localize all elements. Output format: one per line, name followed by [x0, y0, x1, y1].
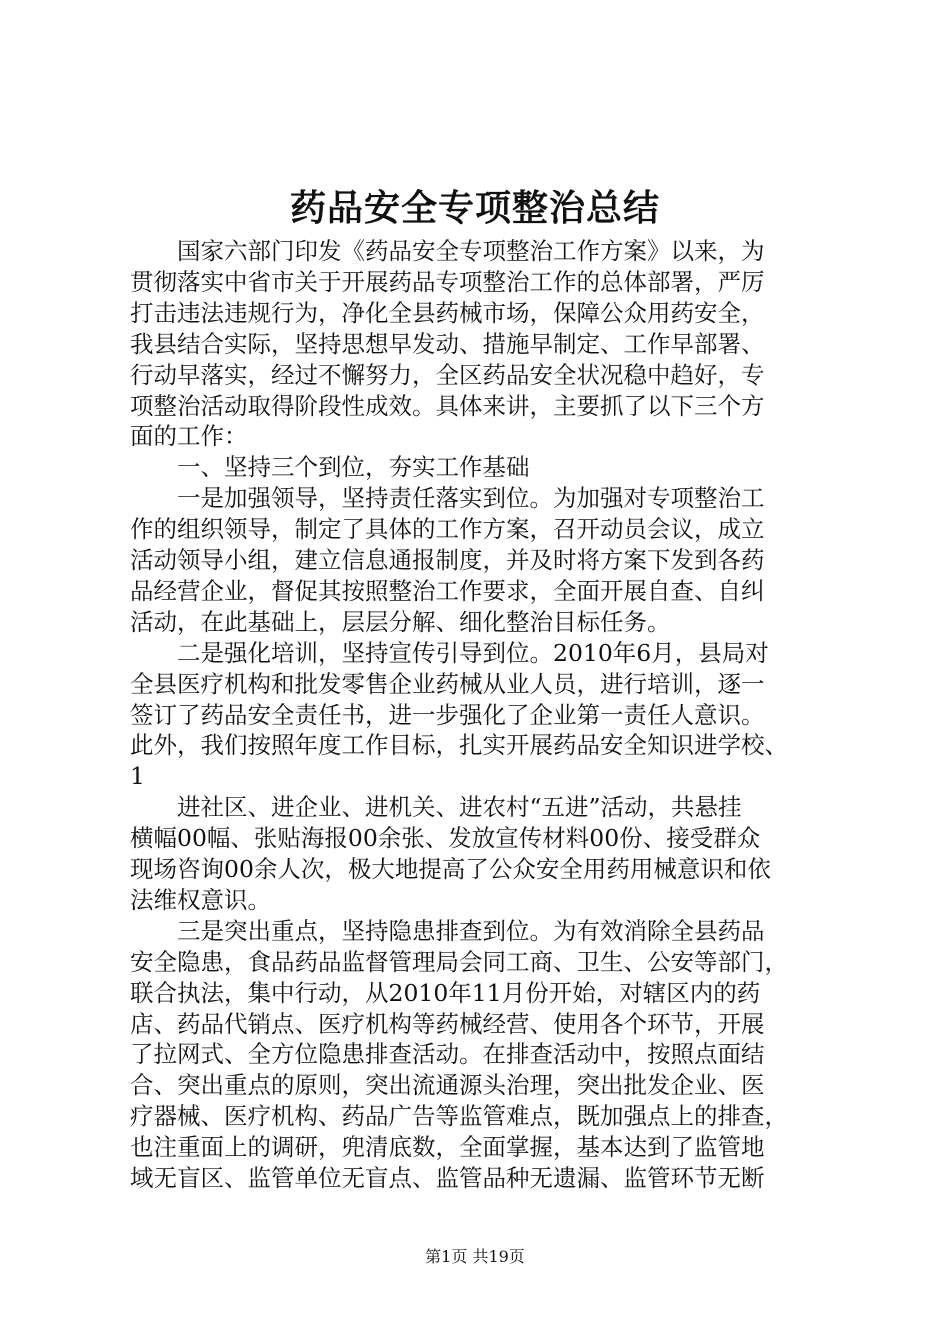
body-text-line: 联合执法，集中行动，从2010年11月份开始，对辖区内的药: [130, 978, 761, 1007]
body-text-line: 店、药品代销点、医疗机构等药械经营、使用各个环节，开展: [130, 1009, 765, 1038]
body-text-line: 品经营企业，督促其按照整治工作要求，全面开展自查、自纠: [130, 576, 765, 605]
body-text-line: 签订了药品安全责任书，进一步强化了企业第一责任人意识。: [130, 700, 765, 729]
body-text-line: 作的组织领导，制定了具体的工作方案，召开动员会议，成立: [130, 515, 765, 544]
body-text-line: 横幅00幅、张贴海报00余张、发放宣传材料00份、接受群众: [130, 824, 761, 853]
body-text-line: 面的工作：: [130, 422, 248, 451]
body-text-line: 国家六部门印发《药品安全专项整治工作方案》以来，为: [130, 237, 765, 265]
body-text-line: 三是突出重点，坚持隐患排查到位。为有效消除全县药品: [130, 916, 765, 945]
body-text-line: 一是加强领导，坚持责任落实到位。为加强对专项整治工: [130, 484, 765, 513]
body-text-line: 一、坚持三个到位，夯实工作基础: [130, 453, 530, 482]
body-text-line: 全县医疗机构和批发零售企业药械从业人员，进行培训，逐一: [130, 669, 765, 698]
body-text-line: 法维权意识。: [130, 885, 271, 914]
body-text-line: 活动领导小组，建立信息通报制度，并及时将方案下发到各药: [130, 546, 765, 574]
body-text-line: 域无盲区、监管单位无盲点、监管品种无遗漏、监管环节无断: [130, 1164, 765, 1192]
body-text-line: 进社区、进企业、进机关、进农村“五进”活动，共悬挂: [130, 793, 742, 822]
document-title: 药品安全专项整治总结: [289, 187, 660, 229]
body-text-line: 我县结合实际，坚持思想早发动、措施早制定、工作早部署、: [130, 329, 765, 358]
body-text-line: 合、突出重点的原则，突出流通源头治理，突出批发企业、医: [130, 1071, 765, 1100]
page-footer: 第1页 共19页: [425, 1247, 525, 1266]
body-text-line: 二是强化培训，坚持宣传引导到位。2010年6月，县局对: [130, 638, 769, 667]
body-text-line: 此外，我们按照年度工作目标，扎实开展药品安全知识进学校、: [130, 731, 788, 760]
body-text-line: 行动早落实，经过不懈努力，全区药品安全状况稳中趋好，专: [130, 360, 765, 389]
body-text-line: 也注重面上的调研，兜清底数，全面掌握，基本达到了监管地: [130, 1133, 765, 1162]
body-text-line: 贯彻落实中省市关于开展药品专项整治工作的总体部署，严厉: [130, 267, 765, 296]
body-text-line: 打击违法违规行为，净化全县药械市场，保障公众用药安全，: [130, 298, 765, 327]
body-text-line: 现场咨询00余人次，极大地提高了公众安全用药用械意识和依: [130, 855, 771, 883]
body-text-line: 1: [130, 762, 145, 791]
body-text-line: 项整治活动取得阶段性成效。具体来讲，主要抓了以下三个方: [130, 391, 765, 420]
body-text-line: 活动，在此基础上，层层分解、细化整治目标任务。: [130, 607, 671, 636]
body-text-line: 疗器械、医疗机构、药品广告等监管难点，既加强点上的排查，: [130, 1102, 788, 1131]
body-text-line: 了拉网式、全方位隐患排查活动。在排查活动中，按照点面结: [130, 1040, 765, 1069]
body-text-line: 安全隐患，食品药品监督管理局会同工商、卫生、公安等部门，: [130, 947, 788, 976]
